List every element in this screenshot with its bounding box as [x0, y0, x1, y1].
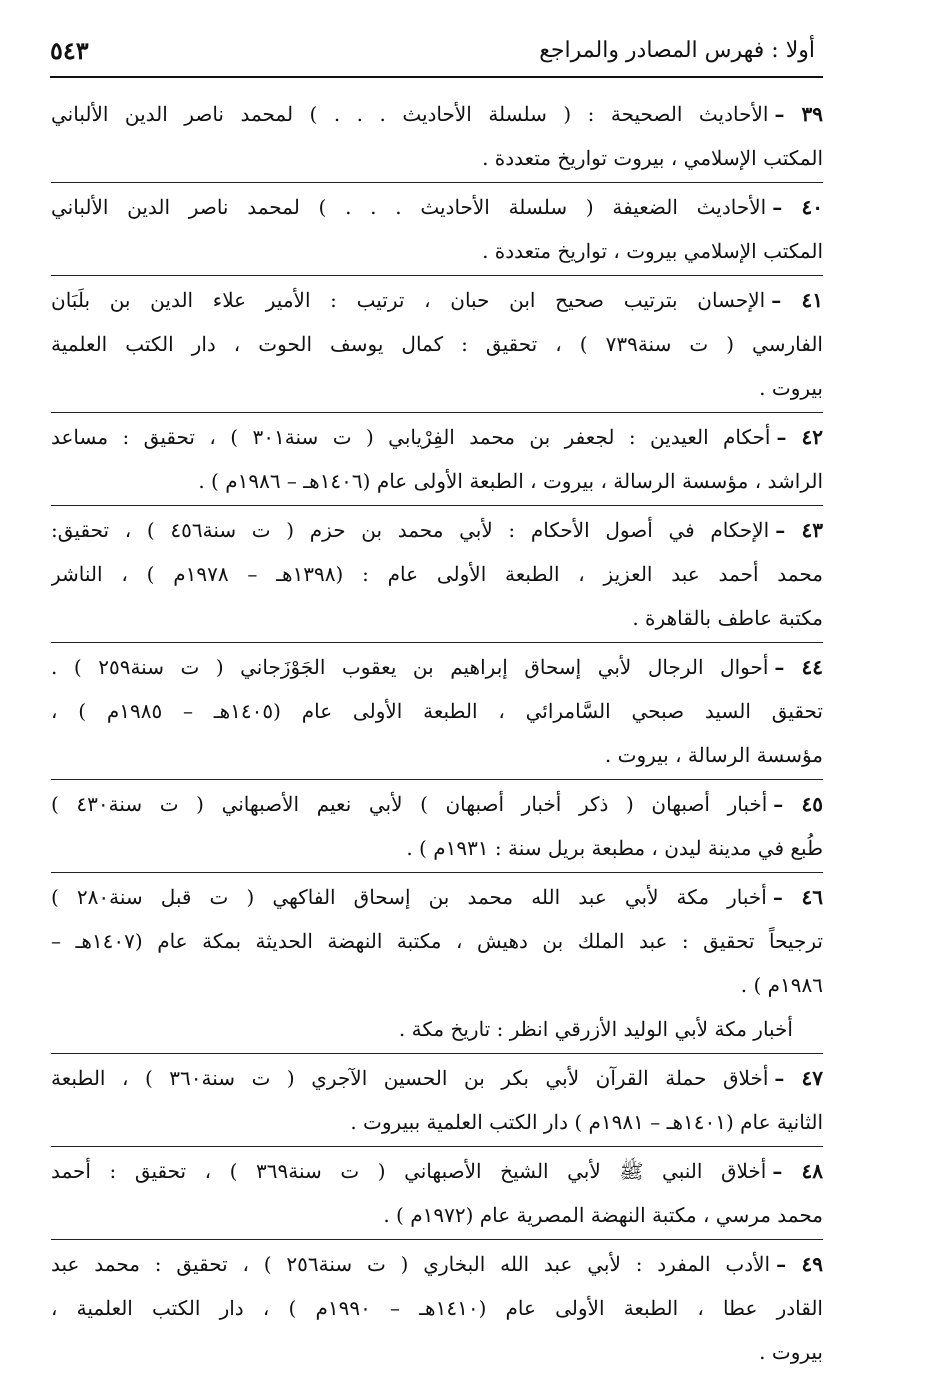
- bibliography-entry: [51, 1056, 823, 1147]
- page-header: [50, 30, 815, 70]
- entry-text: طُبع في مدينة ليدن ، مطبعة بريل سنة : ١٩٣١م ) .: [406, 836, 823, 860]
- entry-text: الأدب المفرد : لأبي عبد الله البخاري ( ت سنة٢٥٦ ) ، تحقيق : محمد عبد: [51, 1252, 771, 1276]
- entry-number: ٤٠ –: [772, 195, 823, 219]
- entry-text: أخلاق حملة القرآن لأبي بكر بن الحسين الآجري ( ت سنة٣٦٠ ) ، الطبعة: [51, 1066, 769, 1090]
- entry-text: بيروت .: [759, 376, 823, 400]
- entry-text: ترجيحاً تحقيق : عبد الملك بن دهيش ، مكتبة النهضة الحديثة بمكة عام (١٤٠٧هـ –: [51, 929, 823, 953]
- entry-line: [51, 733, 823, 777]
- entry-number: ٤١ –: [771, 288, 823, 312]
- entry-number: ٤٧ –: [774, 1066, 823, 1090]
- entry-text: الفارسي ( ت سنة٧٣٩ ) ، تحقيق : كمال يوسف الحوت ، دار الكتب العلمية: [51, 332, 823, 356]
- entry-line: [51, 1056, 823, 1100]
- bibliography-entry: [51, 782, 823, 873]
- bibliography-entry: [51, 1242, 823, 1376]
- entry-text: الراشد ، مؤسسة الرسالة ، بيروت ، الطبعة الأولى عام (١٤٠٦هـ – ١٩٨٦م ) .: [198, 469, 823, 493]
- entry-text: أخبار مكة لأبي عبد الله محمد بن إسحاق الفاكهي ( ت قبل سنة٢٨٠ ): [51, 885, 767, 909]
- entry-text: محمد مرسي ، مكتبة النهضة المصرية عام (١٩٧٢م ) .: [383, 1203, 823, 1227]
- entry-text: الإحكام في أصول الأحكام : لأبي محمد بن حزم ( ت سنة٤٥٦ ) ، تحقيق:: [51, 518, 770, 542]
- entry-line: [51, 826, 823, 870]
- bibliography-entry: [51, 92, 823, 183]
- entry-text: أخبار أصبهان ( ذكر أخبار أصبهان ) لأبي نعيم الأصبهاني ( ت سنة٤٣٠ ): [51, 792, 768, 816]
- entry-number: ٤٦ –: [772, 885, 823, 909]
- entry-line: [51, 782, 823, 826]
- entry-line: [51, 92, 823, 136]
- entry-line: [51, 689, 823, 733]
- entry-line: [51, 596, 823, 640]
- entry-number: ٤٨ –: [772, 1159, 823, 1183]
- entry-line: [51, 963, 823, 1007]
- entry-line: [51, 1286, 823, 1330]
- entry-line: [51, 645, 823, 689]
- bibliography-entry: [51, 875, 823, 1054]
- entry-line: [51, 278, 823, 322]
- entry-number: ٤٣ –: [775, 518, 823, 542]
- header-rule: [50, 76, 823, 78]
- entry-line: [51, 1100, 823, 1144]
- cross-reference: أخبار مكة لأبي الوليد الأزرقي انظر : تاريخ مكة .: [398, 1017, 793, 1041]
- entry-text: مكتبة عاطف بالقاهرة .: [632, 606, 823, 630]
- entry-text: أحكام العيدين : لجعفر بن محمد الفِرْيابي ( ت سنة٣٠١ ) ، تحقيق : مساعد: [51, 425, 771, 449]
- entry-text: محمد أحمد عبد العزيز ، الطبعة الأولى عام : (١٣٩٨هـ – ١٩٧٨م ) ، الناشر: [51, 562, 823, 586]
- entry-line: [51, 415, 823, 459]
- entry-line: [51, 919, 823, 963]
- entry-number: ٤٢ –: [776, 425, 823, 449]
- entry-number: ٤٥ –: [773, 792, 823, 816]
- entry-text: القادر عطا ، الطبعة الأولى عام (١٤١٠هـ – ١٩٩٠م ) ، دار الكتب العلمية ،: [51, 1296, 823, 1320]
- entry-line: [51, 508, 823, 552]
- entry-text: الأحاديث الضعيفة ( سلسلة الأحاديث . . . ) لمحمد ناصر الدين الألباني: [51, 195, 767, 219]
- entry-text: ١٩٨٦م ) .: [740, 973, 823, 997]
- bibliography-list: [51, 92, 823, 1378]
- entry-line: [51, 875, 823, 919]
- entry-text: الأحاديث الصحيحة : ( سلسلة الأحاديث . . . ) لمحمد ناصر الدين الألباني: [51, 102, 769, 126]
- page-number: ٥٤٣: [50, 36, 89, 65]
- section-title: أولا : فهرس المصادر والمراجع: [539, 38, 815, 63]
- entry-line: [51, 459, 823, 503]
- entry-line: [51, 136, 823, 180]
- entry-text: الثانية عام (١٤٠١هـ – ١٩٨١م ) دار الكتب العلمية ببيروت .: [350, 1110, 823, 1134]
- entry-line: [51, 1242, 823, 1286]
- bibliography-entry: [51, 185, 823, 276]
- bibliography-entry: [51, 415, 823, 506]
- entry-line: [51, 229, 823, 273]
- entry-number: ٤٩ –: [776, 1252, 823, 1276]
- entry-number: ٣٩ –: [774, 102, 823, 126]
- entry-text: مؤسسة الرسالة ، بيروت .: [604, 743, 823, 767]
- entry-line: [51, 1330, 823, 1374]
- entry-text: الإحسان بترتيب صحيح ابن حبان ، ترتيب : الأمير علاء الدين بن بلَبَان: [51, 288, 766, 312]
- bibliography-entry: [51, 508, 823, 643]
- entry-line: [51, 1193, 823, 1237]
- entry-text: تحقيق السيد صبحي السَّامرائي ، الطبعة الأولى عام (١٤٠٥هـ – ١٩٨٥م ) ،: [51, 699, 823, 723]
- bibliography-entry: [51, 645, 823, 780]
- entry-text: المكتب الإسلامي ، بيروت تواريخ متعددة .: [482, 146, 823, 170]
- entry-line: [51, 366, 823, 410]
- bibliography-entry: [51, 1149, 823, 1240]
- entry-line: [51, 185, 823, 229]
- entry-line: [51, 552, 823, 596]
- entry-text: بيروت .: [759, 1340, 823, 1364]
- entry-line: [51, 322, 823, 366]
- entry-text: المكتب الإسلامي بيروت ، تواريخ متعددة .: [482, 239, 823, 263]
- entry-text: أحوال الرجال لأبي إسحاق إبراهيم بن يعقوب الجَوْزَجاني ( ت سنة٢٥٩ ) .: [51, 655, 769, 679]
- entry-text: أخلاق النبي ﷺ لأبي الشيخ الأصبهاني ( ت سنة٣٦٩ ) ، تحقيق : أحمد: [51, 1159, 767, 1183]
- bibliography-entry: [51, 278, 823, 413]
- entry-line: [51, 1149, 823, 1193]
- entry-number: ٤٤ –: [774, 655, 823, 679]
